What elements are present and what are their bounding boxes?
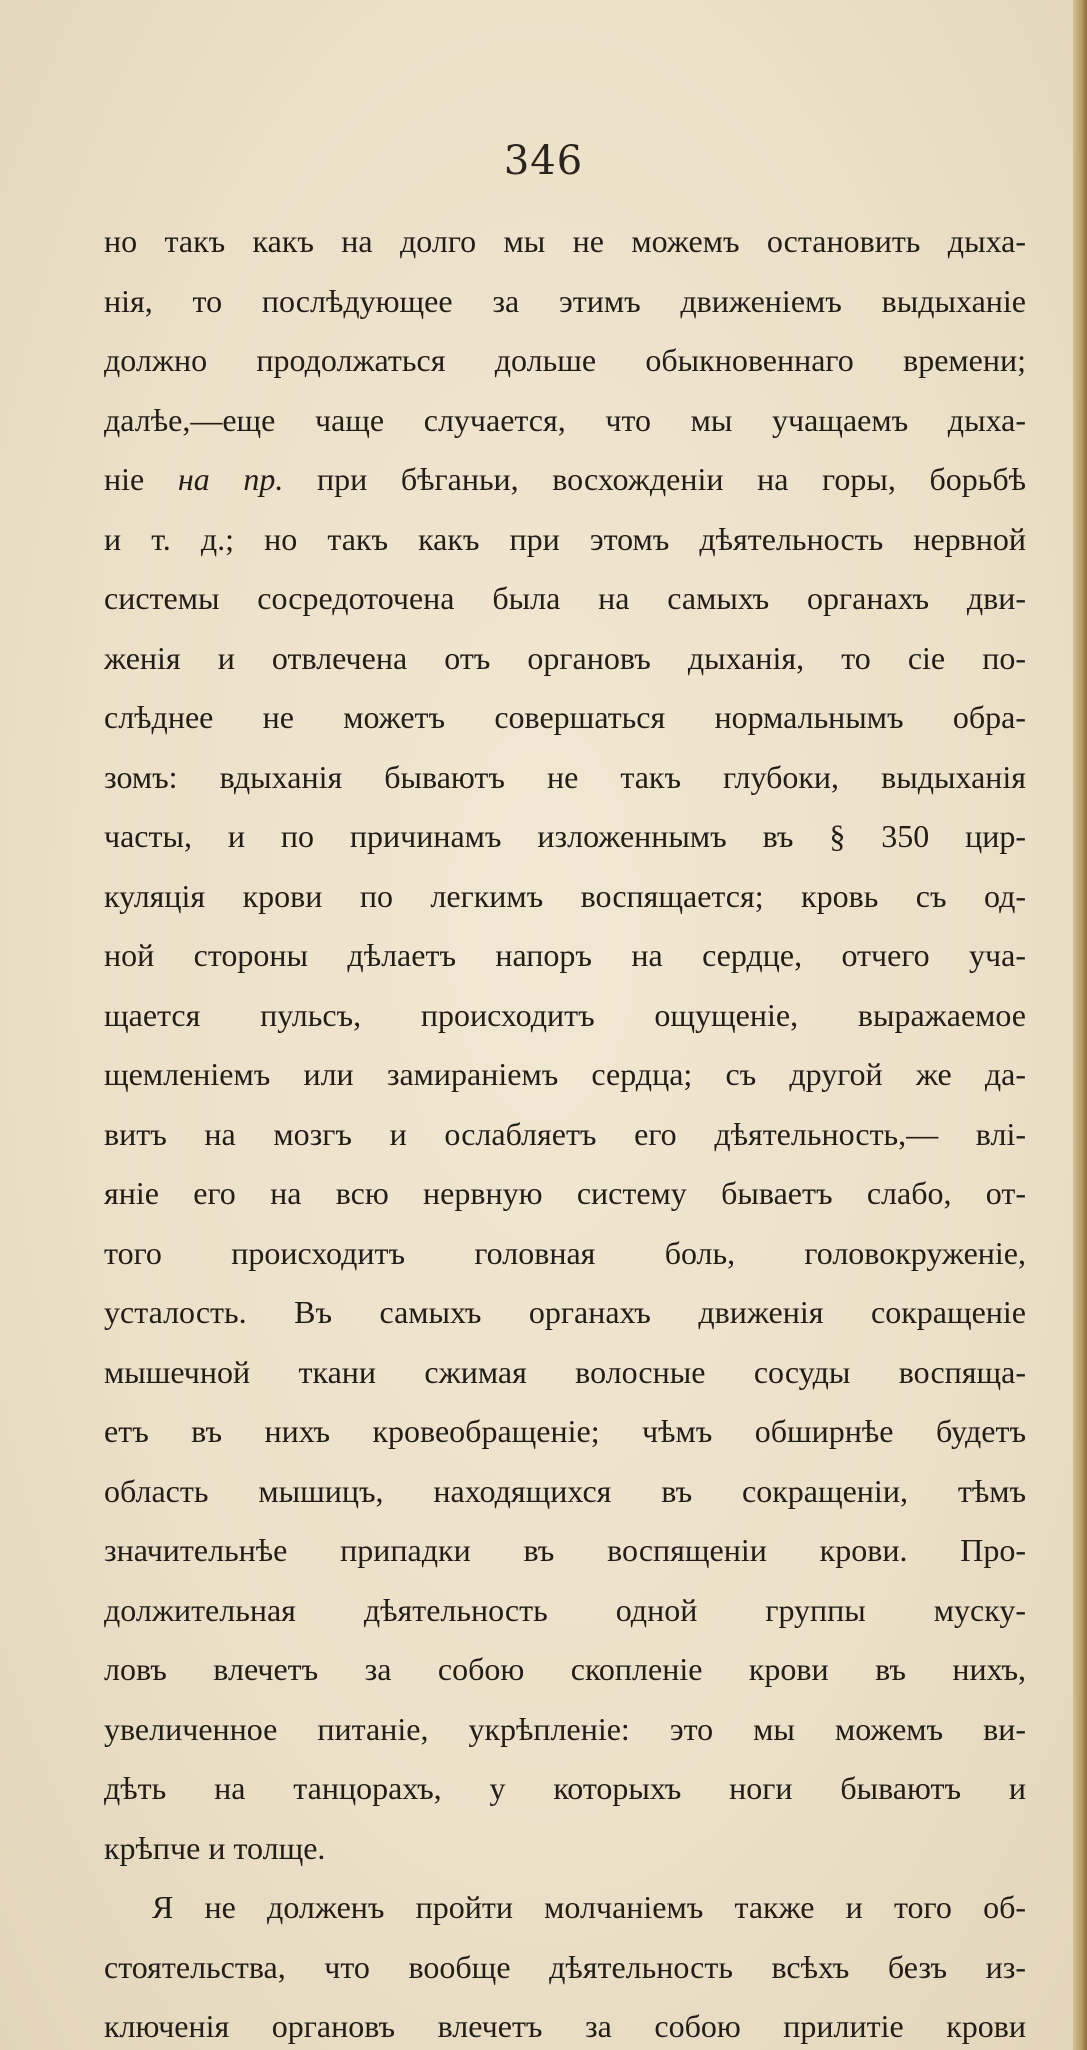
text-line: но такъ какъ на долго мы не можемъ остановить дыха- xyxy=(104,223,1026,259)
text-line: увеличенное питаніе, укрѣпленіе: это мы можемъ ви- xyxy=(104,1710,1026,1747)
page-number: 346 xyxy=(503,138,584,184)
text-line: зомъ: вдыханія бываютъ не такъ глубоки, выдыханія xyxy=(104,758,1026,795)
text-segment: при бѣганьи, восхожденіи на горы, борьбѣ xyxy=(283,461,1026,497)
text-line: стоятельства, что вообще дѣятельность всѣхъ безъ из- xyxy=(104,1948,1026,1985)
text-line: мышечной ткани сжимая волосные сосуды воспяща- xyxy=(104,1353,1026,1390)
text-line: щается пульсъ, происходитъ ощущеніе, выражаемое xyxy=(104,996,1026,1033)
text-line: должно продолжаться дольше обыкновеннаго времени; xyxy=(104,342,1026,378)
text-line: область мышицъ, находящихся въ сокращеніи, тѣмъ xyxy=(104,1472,1026,1509)
text-line: куляція крови по легкимъ воспящается; кровь съ од- xyxy=(104,877,1026,914)
text-line: и т. д.; но такъ какъ при этомъ дѣятельность нервной xyxy=(104,520,1026,557)
text-line: системы сосредоточена была на самыхъ органахъ дви- xyxy=(104,580,1026,616)
text-line: женія и отвлечена отъ органовъ дыханія, то сіе по- xyxy=(104,639,1026,676)
text-line: должительная дѣятельность одной группы муску- xyxy=(104,1591,1026,1628)
text-line: часты, и по причинамъ изложеннымъ въ § 350 цир- xyxy=(104,818,1026,854)
text-line: слѣднее не можетъ совершаться нормальнымъ обра- xyxy=(104,699,1026,735)
italic-segment: на пр. xyxy=(177,461,284,497)
text-line xyxy=(104,450,1026,510)
text-line: ловъ влечетъ за собою скопленіе крови въ нихъ, xyxy=(104,1651,1026,1687)
text-body xyxy=(104,212,1026,2050)
text-line: яніе его на всю нервную систему бываетъ слабо, от- xyxy=(104,1175,1026,1211)
page-edge xyxy=(1073,0,1087,2050)
text-line: дѣть на танцорахъ, у которыхъ ноги бываютъ и xyxy=(104,1770,1026,1806)
text-line: усталость. Въ самыхъ органахъ движенія сокращеніе xyxy=(104,1294,1026,1330)
text-line: значительнѣе припадки въ воспященіи крови. Про- xyxy=(104,1532,1026,1568)
text-line: Я не долженъ пройти молчаніемъ также и того об- xyxy=(152,1889,1026,1925)
text-line: щемленіемъ или замираніемъ сердца; съ другой же да- xyxy=(104,1056,1026,1092)
text-line: того происходитъ головная боль, головокруженіе, xyxy=(104,1234,1026,1271)
text-line: ключенія органовъ влечетъ за собою прилитіе крови xyxy=(104,2008,1026,2044)
text-line: етъ въ нихъ кровеобращеніе; чѣмъ обширнѣе будетъ xyxy=(104,1413,1026,1449)
text-line: витъ на мозгъ и ослабляетъ его дѣятельность,— влі- xyxy=(104,1115,1026,1152)
text-segment: ніе xyxy=(104,461,178,497)
text-line: далѣе,—еще чаще случается, что мы учащаемъ дыха- xyxy=(104,401,1026,438)
text-line: ной стороны дѣлаетъ напоръ на сердце, отчего уча- xyxy=(104,937,1026,973)
text-line: крѣпче и толще. xyxy=(104,1829,326,1866)
text-line: нія, то послѣдующее за этимъ движеніемъ выдыханіе xyxy=(104,282,1026,319)
